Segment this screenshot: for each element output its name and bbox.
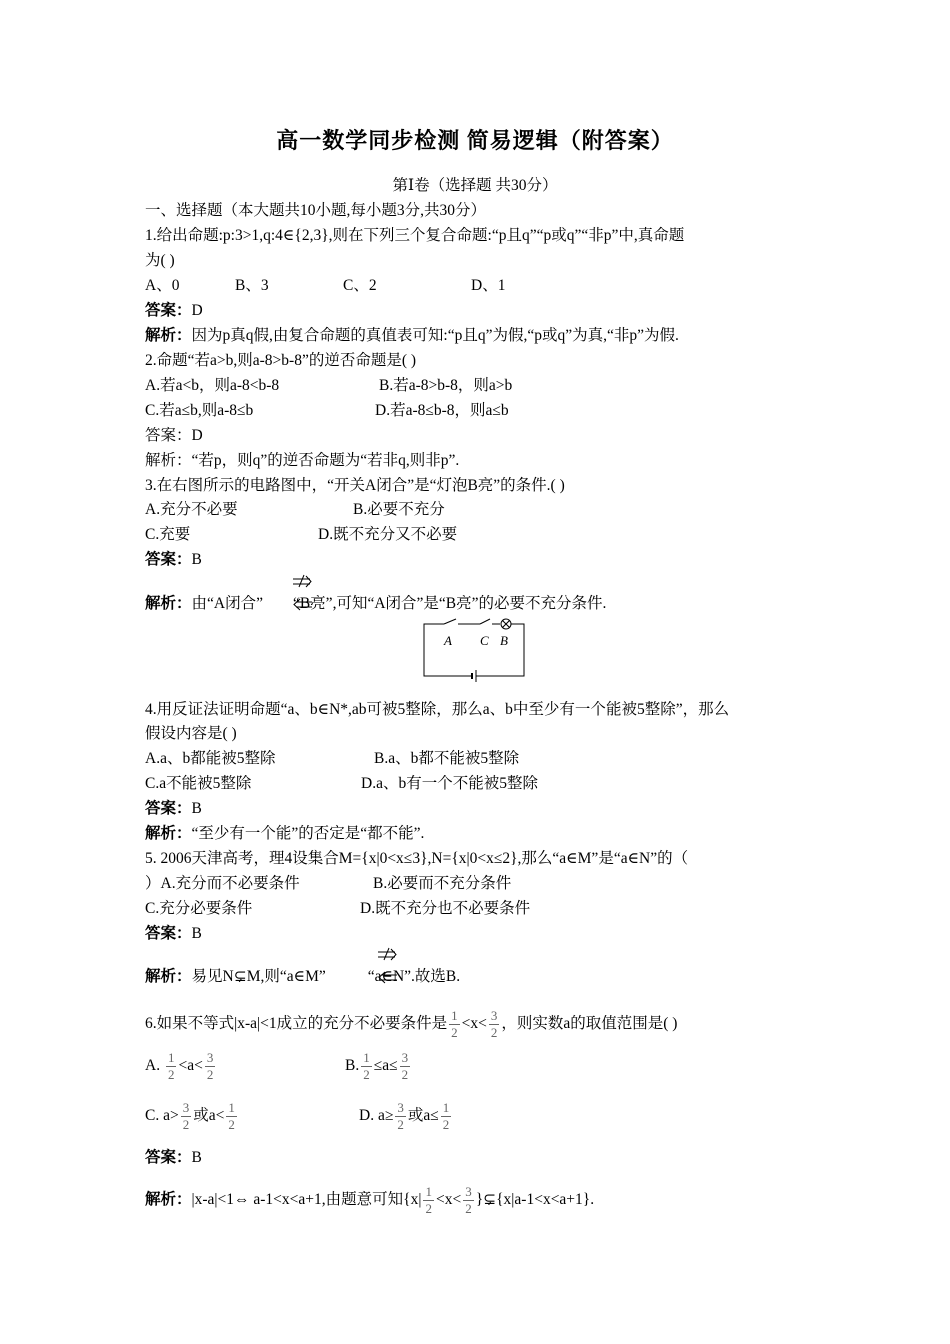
q1-answer-value: D: [191, 302, 203, 319]
q6-analysis: 解析：|x-a|<1⇔ a-1<x<a+1,由题意可知{x| $\frac{1}{2}$ <x< $\frac{3}{2}$ }⊊{x|a-1<x<a+1}.: [145, 1184, 595, 1216]
q1-stem-line2: 为( ): [145, 252, 175, 269]
q4-option-b: B.a、b都不能被5整除: [374, 750, 520, 767]
q5-stem-line1: 5. 2006天津高考，理4设集合M={x|0<x≤3},N={x|0<x≤2},那么“a∈M”是“a∈N”的（: [145, 850, 689, 867]
analysis-label: 解析：: [145, 595, 192, 612]
q5-answer-value: B: [191, 925, 202, 942]
q6-option-c: C. a> $\frac{3}{2}$ 或a< $\frac{1}{2}$: [145, 1100, 235, 1132]
q3-answer: [145, 550, 202, 570]
analysis-label: 解析：: [145, 1191, 192, 1209]
page-title: 高一数学同步检测 简易逻辑（附答案）: [276, 128, 674, 153]
q5-option-a: ）A.充分而不必要条件: [145, 875, 300, 892]
q4-option-c: C.a不能被5整除: [145, 775, 252, 792]
q6-stem-post: ，则实数a的取值范围是( ): [501, 1015, 678, 1033]
part-heading: 第Ⅰ卷（选择题 共30分）: [392, 177, 558, 194]
q5-option-d: D.既不充分也不必要条件: [360, 900, 531, 917]
q2-answer-value: D: [191, 427, 203, 444]
q6-option-a: A. $\frac{1}{2}$ <a< $\frac{3}{2}$: [145, 1050, 214, 1082]
not-implies-reverse-icon: [375, 945, 401, 987]
circuit-wire-bottom: [424, 648, 472, 676]
q6-analysis-post: }⊊{x|a-1<x<a+1}.: [475, 1191, 595, 1209]
q6-analysis-pre: |x-a|<1⇔ a-1<x<a+1,由题意可知{x|: [191, 1191, 422, 1209]
analysis-label: 解析：: [145, 452, 192, 469]
q3-stem: 3.在右图所示的电路图中，“开关A闭合”是“灯泡B亮”的条件.( ): [145, 477, 565, 494]
q1-option-a: A、0: [145, 277, 180, 294]
q3-option-a: A.充分不必要: [145, 501, 238, 518]
q2-option-b: B.若a-8>b-8，则a>b: [379, 377, 513, 394]
answer-label: 答案：: [145, 925, 192, 942]
q3-option-c: C.充要: [145, 526, 191, 543]
switch-c: [480, 619, 490, 624]
q6-option-d: D. a≥ $\frac{3}{2}$ 或a≤ $\frac{1}{2}$: [359, 1100, 450, 1132]
q3-option-d: D.既不充分又不必要: [318, 526, 458, 543]
circuit-diagram: [418, 618, 530, 682]
answer-label: 答案：: [145, 551, 192, 568]
answer-label: 答案：: [145, 800, 192, 817]
q3-analysis-post: “B亮”,可知“A闭合”是“B亮”的必要不充分条件.: [292, 595, 607, 612]
analysis-label: 解析：: [145, 968, 192, 985]
q1-option-c: C、2: [343, 277, 377, 294]
q5-answer: [145, 924, 202, 944]
q2-analysis: [145, 451, 459, 471]
circuit-label-c: C: [480, 633, 489, 648]
q4-stem-line2: 假设内容是( ): [145, 725, 237, 742]
answer-label: 答案：: [145, 302, 192, 319]
q6-stem-pre: 6.如果不等式|x-a|<1成立的充分不必要条件是: [145, 1015, 448, 1033]
q2-option-d: D.若a-8≤b-8，则a≤b: [375, 402, 509, 419]
q5-analysis-post: “a∈N”.故选B.: [367, 968, 461, 985]
not-implies-reverse-icon: [290, 572, 316, 614]
q1-stem-line1: 1.给出命题:p:3>1,q:4∈{2,3},则在下列三个复合命题:“p且q”“p或q”“非p”中,真命题: [145, 227, 685, 244]
q2-option-c: C.若a≤b,则a-8≤b: [145, 402, 254, 419]
q6-stem: 6.如果不等式|x-a|<1成立的充分不必要条件是 $\frac{1}{2}$ <x< $\frac{3}{2}$ ，则实数a的取值范围是( ): [145, 1008, 678, 1040]
q2-analysis-text: “若p，则q”的逆否命题为“若非q,则非p”.: [191, 452, 460, 469]
q4-answer: [145, 799, 202, 819]
circuit-label-a: A: [444, 633, 452, 648]
q6-answer: [145, 1148, 202, 1168]
analysis-label: 解析：: [145, 825, 192, 842]
fraction-one-half: $\frac{1}{2}$: [451, 1008, 458, 1040]
answer-label: 答案：: [145, 1149, 192, 1166]
circuit-wire-left: [424, 624, 444, 648]
q3-answer-value: B: [191, 551, 202, 568]
analysis-label: 解析：: [145, 327, 192, 344]
q6-answer-value: B: [191, 1149, 202, 1166]
q4-analysis-text: “至少有一个能”的否定是“都不能”.: [191, 825, 425, 842]
circuit-label-b: B: [500, 633, 508, 648]
circuit-wire-right: [476, 624, 524, 676]
fraction-three-halves: $\frac{3}{2}$: [465, 1184, 472, 1216]
q5-option-b: B.必要而不充分条件: [373, 875, 512, 892]
q1-option-b: B、3: [235, 277, 269, 294]
q5-analysis-pre: 易见N⊊M,则“a∈M”: [191, 968, 326, 985]
fraction-one-half: $\frac{1}{2}$: [425, 1184, 432, 1216]
q3-analysis: [145, 594, 606, 614]
q2-answer: [145, 426, 203, 446]
q5-option-c: C.充分必要条件: [145, 900, 253, 917]
q1-analysis-text: 因为p真q假,由复合命题的真值表可知:“p且q”为假,“p或q”为真,“非p”为假.: [191, 327, 679, 344]
section-heading: 一、选择题（本大题共10小题,每小题3分,共30分）: [145, 202, 487, 219]
q3-analysis-pre: 由“A闭合”: [191, 595, 263, 612]
q5-analysis: [145, 967, 460, 987]
q6-option-b: B. $\frac{1}{2}$ ≤a≤ $\frac{3}{2}$: [345, 1050, 409, 1082]
q4-stem-line1: 4.用反证法证明命题“a、b∈N*,ab可被5整除，那么a、b中至少有一个能被5整除”，那么: [145, 701, 730, 718]
answer-label: 答案：: [145, 427, 192, 444]
q3-option-b: B.必要不充分: [353, 501, 445, 518]
q1-option-d: D、1: [471, 277, 506, 294]
q1-answer: [145, 301, 203, 321]
switch-a: [444, 619, 456, 624]
q4-analysis: [145, 824, 424, 844]
q1-analysis: [145, 326, 679, 346]
q4-answer-value: B: [191, 800, 202, 817]
q4-option-d: D.a、b有一个不能被5整除: [361, 775, 538, 792]
q2-stem: 2.命题“若a>b,则a-8>b-8”的逆否命题是( ): [145, 352, 417, 369]
q4-option-a: A.a、b都能被5整除: [145, 750, 276, 767]
q2-option-a: A.若a<b，则a-8<b-8: [145, 377, 280, 394]
fraction-three-halves: $\frac{3}{2}$: [490, 1008, 498, 1040]
